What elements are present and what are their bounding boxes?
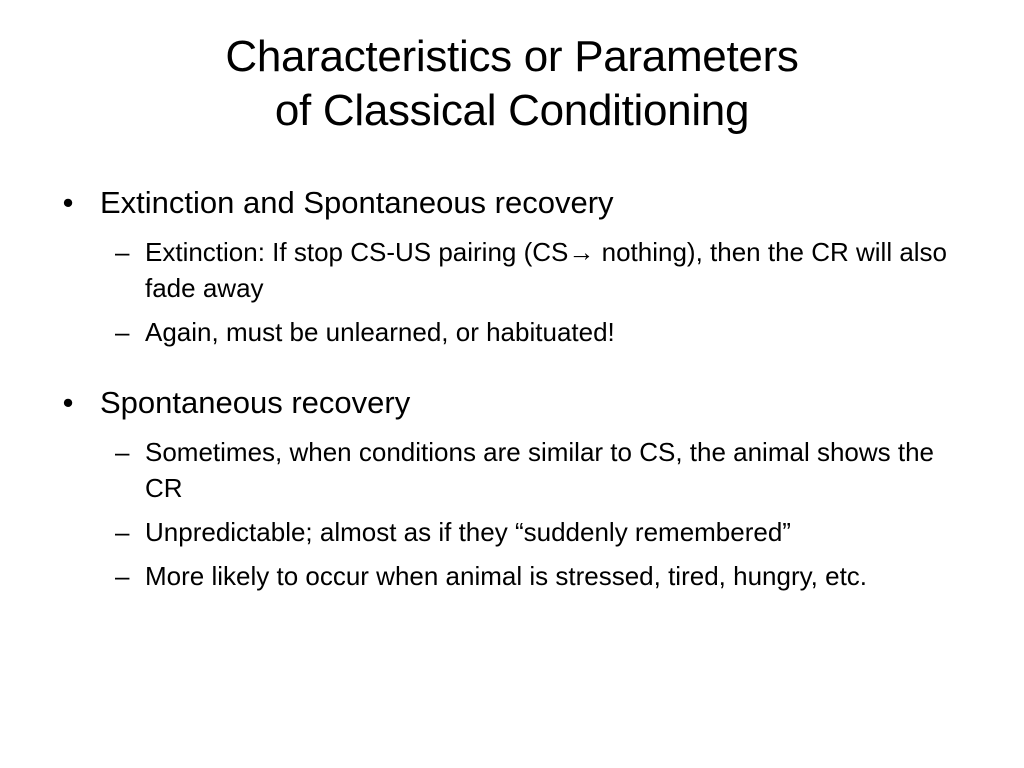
slide-title xyxy=(60,30,964,138)
dash-icon: – xyxy=(115,517,130,547)
sub-bullet-similar-conditions xyxy=(115,434,975,506)
sub-bullet-text: More likely to occur when animal is stressed, tired, hungry, etc. xyxy=(145,561,868,591)
bullet-icon: • xyxy=(62,185,74,220)
dash-icon: – xyxy=(115,237,130,267)
sub-bullet-extinction-definition xyxy=(115,234,975,306)
sub-bullet-text: Again, must be unlearned, or habituated! xyxy=(145,317,615,347)
bullet-text: Spontaneous recovery xyxy=(100,385,411,420)
bullet-extinction-and-recovery xyxy=(58,180,978,226)
bullet-icon: • xyxy=(62,385,74,420)
sub-bullet-text-prefix: Extinction: If stop CS-US pairing (CS xyxy=(145,237,569,267)
right-arrow-icon: → xyxy=(568,237,595,267)
slide-content xyxy=(58,180,978,594)
sub-bullet-stressed xyxy=(115,558,975,594)
dash-icon: – xyxy=(115,561,130,591)
sub-bullet-text-suffix: nothing), then the CR will also fade away xyxy=(145,237,948,303)
bullet-text: Extinction and Spontaneous recovery xyxy=(100,185,614,220)
dash-icon: – xyxy=(115,437,130,467)
sub-bullet-text: Unpredictable; almost as if they “suddenly remembered” xyxy=(145,517,791,547)
dash-icon: – xyxy=(115,317,130,347)
title-line-2: of Classical Conditioning xyxy=(274,86,750,135)
bullet-spontaneous-recovery xyxy=(58,380,978,426)
title-line-1: Characteristics or Parameters xyxy=(225,32,799,81)
sub-bullet-unpredictable xyxy=(115,514,975,550)
sub-bullet-text: Sometimes, when conditions are similar to CS, the animal shows the CR xyxy=(145,437,935,503)
sub-bullet-unlearned xyxy=(115,314,975,350)
